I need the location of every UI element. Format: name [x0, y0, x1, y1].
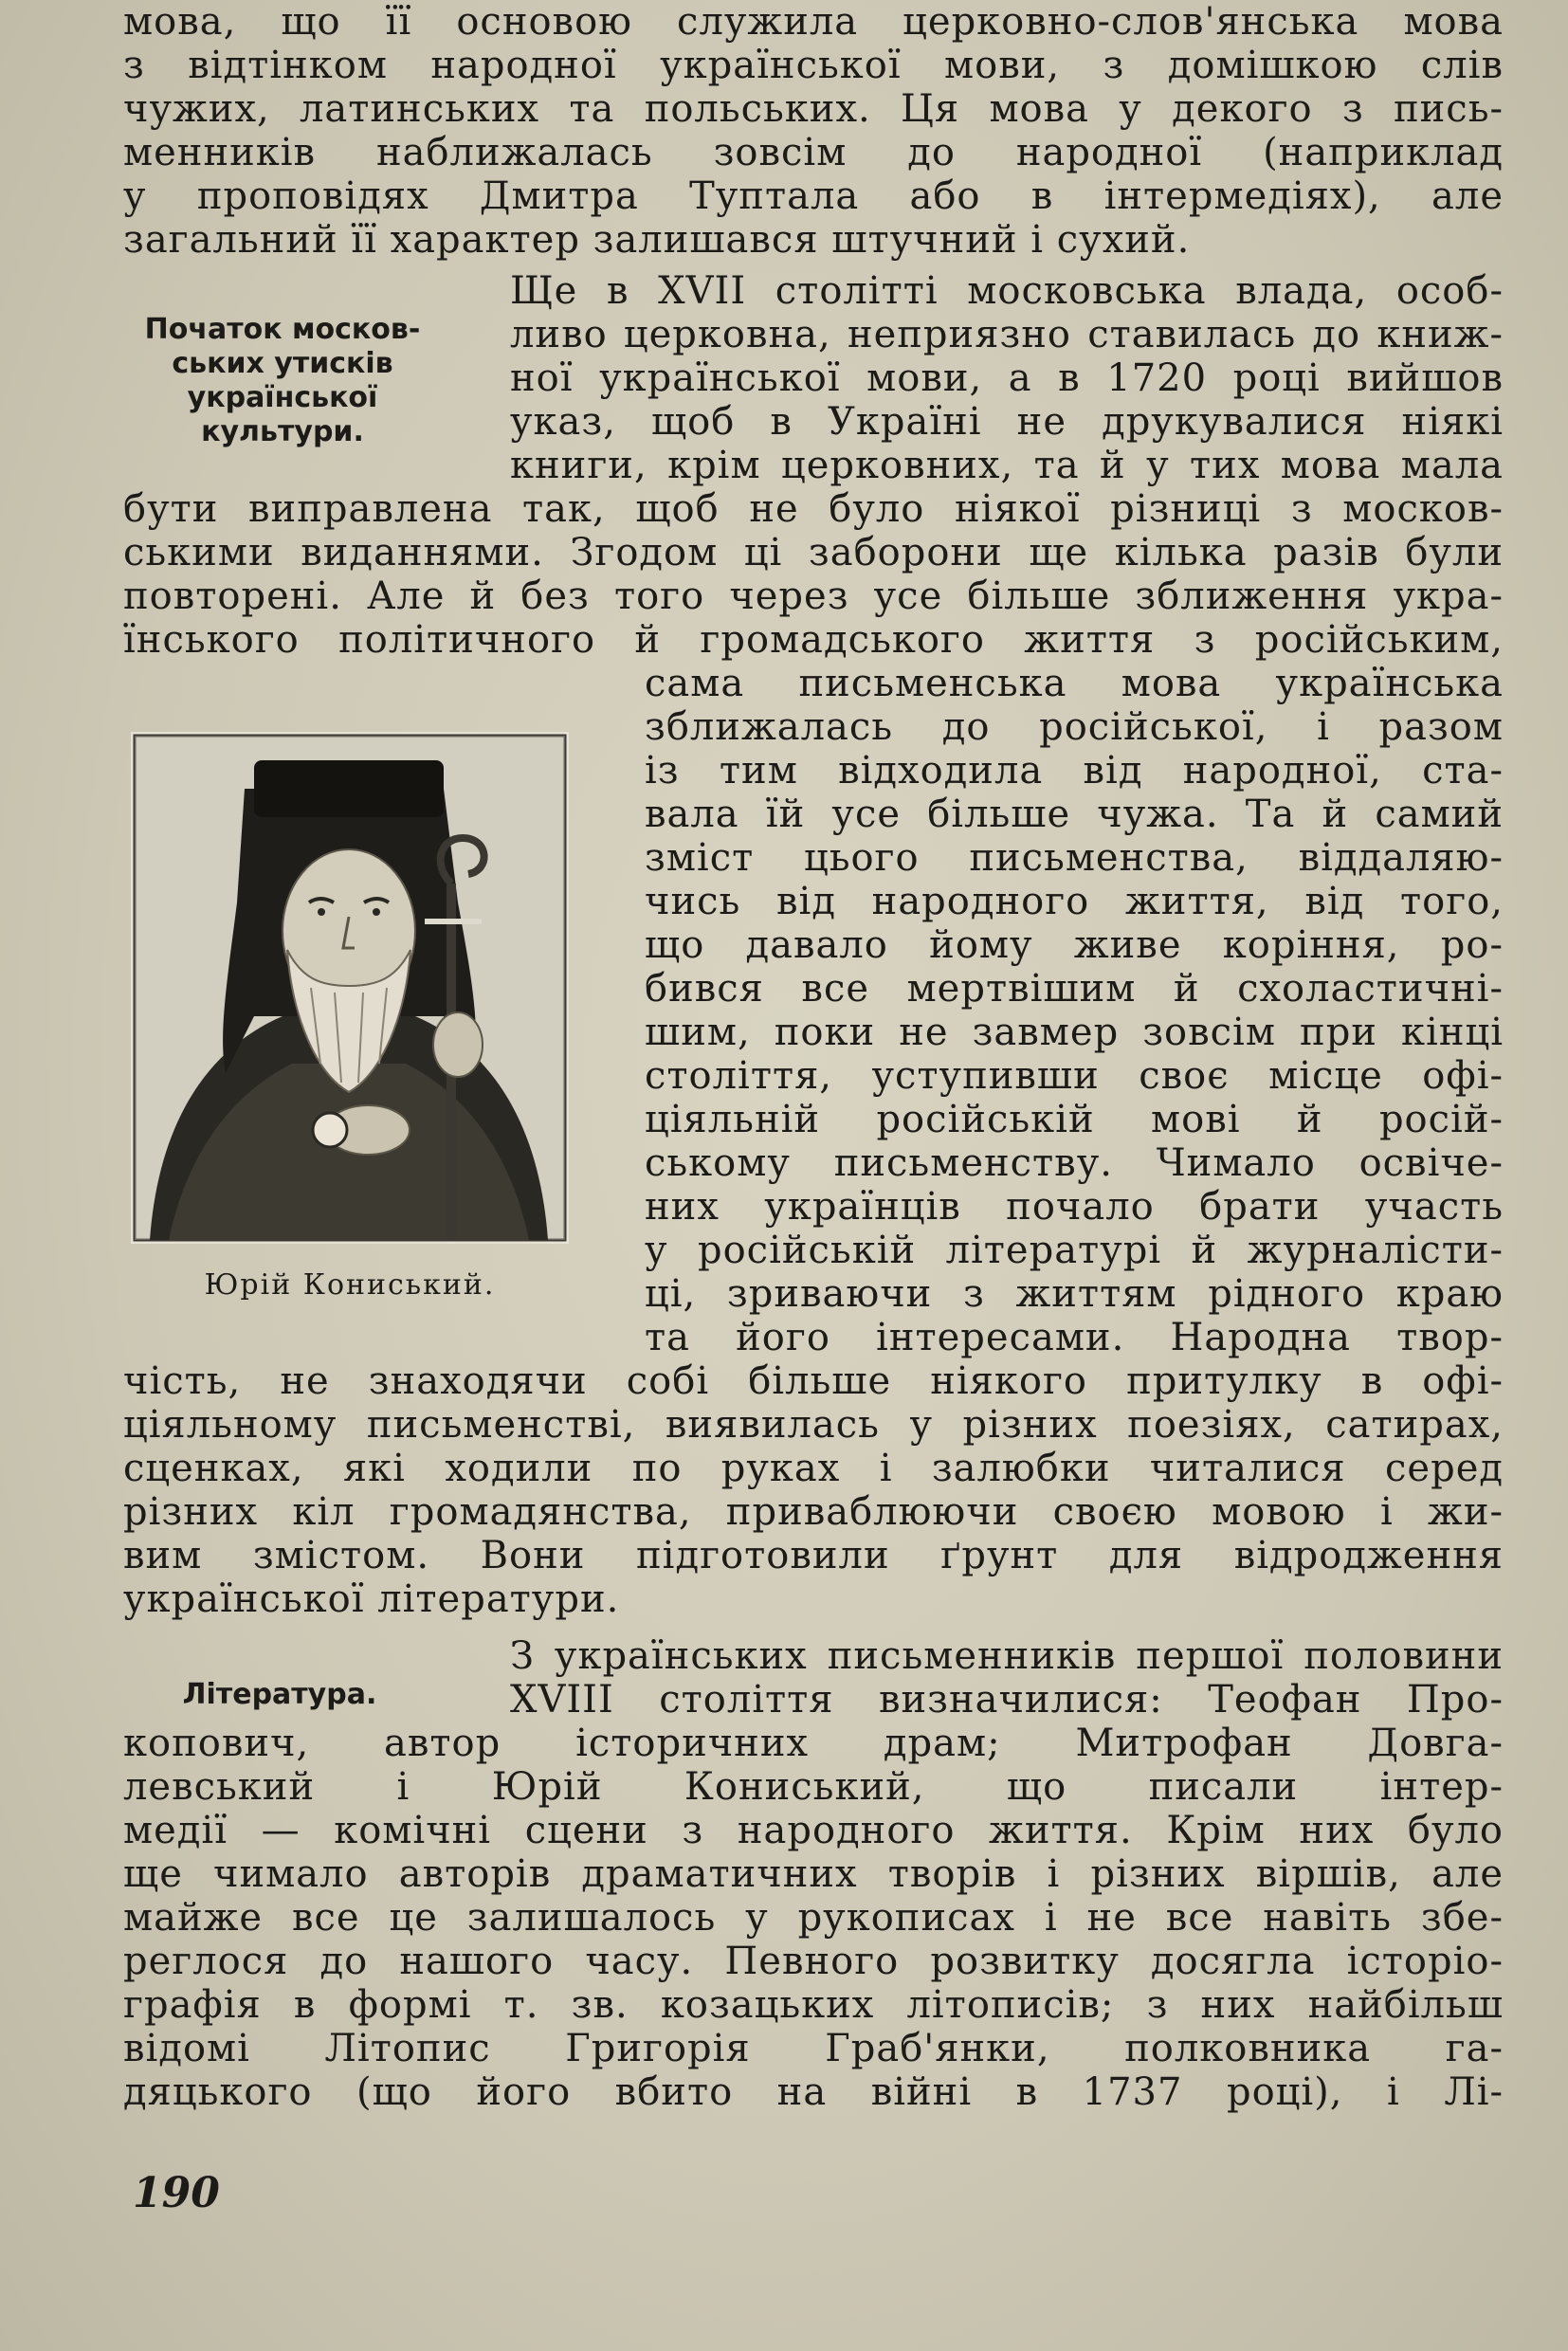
margin-heading-literature: Література. [182, 1678, 377, 1711]
body-line: ціяльній російській мові й росій- [645, 1098, 1504, 1141]
body-line: чужих, латинських та польських. Ця мова у декого з пись- [123, 87, 1504, 131]
body-line: бився все мертвішим й схоластичні- [645, 967, 1504, 1011]
body-line: ці, зриваючи з життям рідного краю [645, 1272, 1504, 1316]
body-line: століття, уступивши своє місце офі- [645, 1054, 1504, 1098]
body-line: медії — комічні сцени з народного життя. Крім них було [123, 1809, 1504, 1852]
body-line: ському письменству. Чимало освіче- [645, 1141, 1504, 1185]
body-line: різних кіл громадянства, приваблюючи своєю мовою і жи- [123, 1490, 1504, 1534]
body-line: зміст цього письменства, віддаляю- [645, 836, 1504, 880]
portrait-illustration [131, 732, 569, 1244]
body-line: них українців почало брати участь [645, 1185, 1504, 1229]
figure-caption: Юрій Кониський. [204, 1268, 496, 1302]
body-line: вим змістом. Вони підготовили ґрунт для відродження [123, 1534, 1504, 1577]
body-line: відомі Літопис Григорія Граб'янки, полковника га- [123, 2027, 1504, 2070]
body-line: ськими виданнями. Згодом ці заборони ще кілька разів були [123, 531, 1504, 574]
body-line: ціяльному письменстві, виявилась у різних поезіях, сатирах, [123, 1403, 1504, 1447]
body-line: менників наближалась зовсім до народної (наприклад [123, 131, 1504, 174]
portrait-figure [131, 732, 569, 1244]
body-line: книги, крім церковних, та й у тих мова мала [510, 444, 1504, 487]
body-line: левський і Юрій Кониський, що писали інтер- [123, 1765, 1504, 1809]
body-line: вала їй усе більше чужа. Та й самий [645, 793, 1504, 836]
body-line: майже все це залишалось у рукописах і не все навіть збе- [123, 1896, 1504, 1940]
body-line: загальний її характер залишався штучний і сухий. [123, 218, 1191, 262]
body-line: зближалась до російської, і разом [645, 705, 1504, 749]
body-line: з відтінком народної української мови, з домішкою слів [123, 44, 1504, 87]
body-line: сама письменська мова українська [645, 662, 1504, 705]
body-line: копович, автор історичних драм; Митрофан Довга- [123, 1722, 1504, 1765]
body-line: повторені. Але й без того через усе більше зближення укра- [123, 574, 1504, 618]
body-line: української літератури. [123, 1577, 620, 1621]
margin-heading-line: культури. [201, 415, 364, 448]
body-line: дяцького (що його вбито на війні в 1737 році), і Лі- [123, 2070, 1504, 2114]
body-line: із тим відходила від народної, ста- [645, 749, 1504, 793]
margin-heading-line: ських утисків [172, 347, 393, 380]
body-line: ливо церковна, неприязно ставилась до книж- [510, 313, 1504, 356]
margin-heading-line: Початок москов- [144, 313, 421, 346]
body-line: у проповідях Дмитра Туптала або в інтермедіях), але [123, 174, 1504, 218]
margin-heading-line: української [187, 381, 378, 414]
page-number: 190 [133, 2169, 220, 2217]
body-line: XVIII століття визначилися: Теофан Про- [510, 1678, 1504, 1722]
body-line: у російській літературі й журналісти- [645, 1229, 1504, 1272]
body-line: сценках, які ходили по руках і залюбки читалися серед [123, 1447, 1504, 1490]
margin-heading-moscow [112, 313, 453, 449]
body-line: та його інтересами. Народна твор- [645, 1316, 1504, 1359]
body-line: З українських письменників першої половини [510, 1634, 1504, 1678]
body-line: що давало йому живе коріння, ро- [645, 923, 1504, 967]
body-line: мова, що її основою служила церковно-слов'янська мова [123, 0, 1504, 44]
body-line: графія в формі т. зв. козацьких літописів; з них найбільш [123, 1983, 1504, 2027]
body-line: бути виправлена так, щоб не було ніякої різниці з москов- [123, 487, 1504, 531]
body-line: ної української мови, а в 1720 році вийшов [510, 356, 1504, 400]
body-line: чись від народного життя, від того, [645, 880, 1504, 923]
body-line: ще чимало авторів драматичних творів і різних віршів, але [123, 1852, 1504, 1896]
body-line: чість, не знаходячи собі більше ніякого притулку в офі- [123, 1359, 1504, 1403]
body-line: указ, щоб в Україні не друкувалися ніякі [510, 400, 1504, 444]
body-line: реглося до нашого часу. Певного розвитку досягла історіо- [123, 1940, 1504, 1983]
body-line: Ще в XVII столітті московська влада, особ- [510, 269, 1504, 313]
body-line: їнського політичного й громадського життя з російським, [123, 618, 1504, 662]
body-line: шим, поки не завмер зовсім при кінці [645, 1011, 1504, 1054]
